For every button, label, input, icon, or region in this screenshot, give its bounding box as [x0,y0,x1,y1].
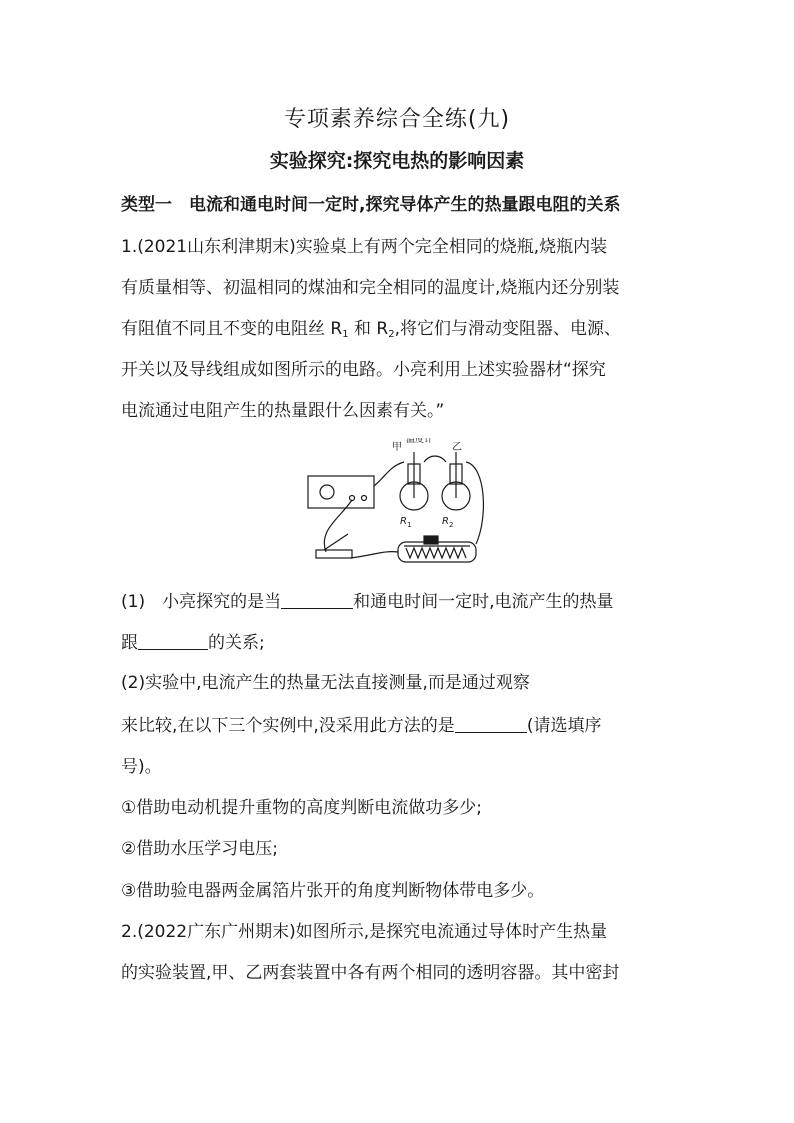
circuit-figure [300,438,490,568]
label-yi: 乙 [452,442,462,453]
rheostat-slider [424,536,438,544]
r2-subscript: 2 [388,329,395,340]
q1-part-2-cont [121,711,601,736]
label-jia: 甲 [392,442,402,453]
label-r2: R [442,516,449,527]
label-r2-sub: 2 [449,521,454,529]
q1-line-1: 1.(2021山东利津期末)实验桌上有两个完全相同的烧瓶,烧瓶内装 [121,237,608,257]
r1-subscript: 1 [342,329,349,340]
q2-line-1: 2.(2022广东广州期末)如图所示,是探究电流通过导体时产生热量 [121,922,608,942]
q1-part-1-cont [121,628,265,653]
q1-part-2-c: (请选填序 [526,716,602,736]
q1-part-2-end: 号)。 [121,757,162,777]
label-thermometer: 温度计 [406,438,434,445]
q1-part-1-d: 的关系; [208,633,265,653]
q1-line-2: 有质量相等、初温相同的煤油和完全相同的温度计,烧瓶内还分别装 [121,278,620,298]
label-r1: R [400,516,407,527]
q2-line-2: 的实验装置,甲、乙两套装置中各有两个相同的透明容器。其中密封 [121,963,620,983]
power-supply-knob [320,485,334,499]
option-3: ③借助验电器两金属箔片张开的角度判断物体带电多少。 [121,881,545,901]
q1-part-2-b: 来比较,在以下三个实例中,没采用此方法的是 [121,716,455,736]
q1-part-1-b: 和通电时间一定时,电流产生的热量 [353,592,614,612]
q1-line-3-part-c: ,将它们与滑动变阻器、电源、 [394,319,621,339]
option-2: ②借助水压学习电压; [121,839,278,859]
q1-part-1 [121,587,614,612]
terminal-1 [350,496,355,501]
option-1: ①借助电动机提升重物的高度判断电流做功多少; [121,798,482,818]
q1-line-3-part-a: 有阻值不同且不变的电阻丝 R [121,319,343,339]
terminal-2 [362,496,367,501]
answer-blank-2[interactable] [138,633,208,650]
page-title: 专项素养综合全练(九) [283,107,511,132]
section-heading: 类型一 电流和通电时间一定时,探究导体产生的热量跟电阻的关系 [121,195,621,215]
answer-blank-1[interactable] [281,592,353,609]
q1-part-2: (2)实验中,电流产生的热量无法直接测量,而是通过观察 [121,673,530,693]
page-subtitle: 实验探究:探究电热的影响因素 [269,150,525,172]
q1-line-4: 开关以及导线组成如图所示的电路。小亮利用上述实验器材“探究 [121,360,606,380]
answer-blank-3[interactable] [455,716,527,733]
circuit-diagram [300,438,490,568]
switch-base [316,550,352,558]
q1-part-1-c: 跟 [121,633,138,653]
q1-part-1-a: (1) 小亮探究的是当 [121,592,282,612]
q1-line-3 [121,314,621,340]
q1-line-5: 电流通过电阻产生的热量跟什么因素有关。” [121,401,445,421]
switch-lever [324,534,348,550]
q1-line-3-part-b: 和 R [348,319,389,339]
label-r1-sub: 1 [407,521,412,529]
power-supply-box [308,476,374,508]
